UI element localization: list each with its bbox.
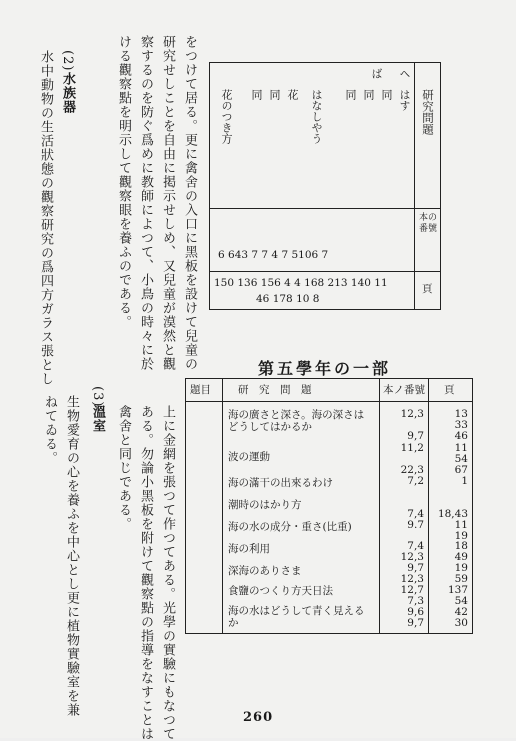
- body2-line-d: 生物愛育の心を養ふを中心とし更に植物實驗室を兼: [64, 395, 79, 717]
- topic-cell: 海の水はどうして青く見える か: [228, 605, 365, 629]
- topic-hana-tsukikata: 花のつき方: [220, 89, 233, 144]
- page-number: 260: [243, 710, 274, 725]
- body-line-c: 研究せしことを自由に掲示せしめ、又兒童が漠然と觀: [160, 35, 175, 371]
- page-cell: 13 33 46: [454, 408, 468, 442]
- body2-line-c: 禽舍と同じである。: [116, 405, 131, 531]
- topic-cell: 食鹽のつくり方天日法: [228, 585, 333, 597]
- top-reference-table: [209, 62, 441, 310]
- body2-line-e: ねてゐる。: [42, 395, 57, 465]
- header-topic: 研 究 問 題: [238, 384, 312, 396]
- topic-cell: 波の運動: [228, 451, 270, 463]
- topic-cell: 潮時のはかり方: [228, 499, 302, 511]
- header-ref: 本の番號: [418, 213, 437, 234]
- topic-cell: 海の廣さと深さ。海の深さは どうしてはかるか: [228, 409, 365, 433]
- topic-cell: 海の利用: [228, 543, 270, 555]
- ref-cell: 11,2: [400, 442, 424, 454]
- header-topic: 研究問題: [421, 89, 435, 135]
- pages-row-a: 150 136 156 4 4 168 213 140 11: [214, 277, 388, 289]
- item2-title: 水族器: [60, 72, 75, 114]
- ref-cell: 9,6 9,7: [407, 606, 424, 629]
- page-cell: 67 1: [454, 464, 468, 487]
- item3-title: 溫室: [90, 405, 105, 433]
- section-heading: 第五學年の一部: [258, 359, 392, 378]
- page-cell: 18 49: [454, 540, 468, 563]
- topic-hana-1: 花: [286, 89, 299, 100]
- refs-row: 6 643 7 7 4 7 5106 7: [218, 249, 329, 261]
- ref-cell: 7,4 12,3: [400, 540, 424, 563]
- item3-label: (3): [90, 386, 105, 408]
- ref-cell: 22,3 7,2: [400, 464, 424, 487]
- header-index: 題目: [190, 384, 211, 396]
- topic-dou-4: 同: [268, 89, 281, 100]
- body-line-b: をつけて居る。更に禽舍の入口に黑板を設けて兒童の: [182, 35, 197, 371]
- ref-cell: 7,4 9.7: [407, 508, 424, 531]
- header-ref: 本ノ番號: [383, 384, 425, 396]
- page-cell: 11 54: [454, 442, 468, 465]
- body-line-e: ける觀察點を明示して觀察眼を養ふのである。: [116, 35, 131, 329]
- ref-cell: 12,7 7,3: [400, 584, 424, 607]
- topic-ba: ば: [370, 68, 383, 79]
- topic-dou-2: 同: [362, 89, 375, 100]
- topic-dou-5: 同: [250, 89, 263, 100]
- topic-cell: 深海のありさま: [228, 565, 302, 577]
- topic-cell: 海の水の成分・重さ(比重): [228, 521, 352, 533]
- header-page: 頁: [422, 283, 433, 295]
- item2-label: (2): [60, 50, 75, 72]
- topic-dou-1: 同: [380, 89, 393, 100]
- ref-cell: 12,3 9,7: [400, 408, 424, 442]
- topic-dou-3: 同: [344, 89, 357, 100]
- body2-line-b: ある。勿論小黑板を附けて觀察點の指導をなすことは: [138, 405, 153, 741]
- page-cell: 18,43 11 19: [437, 508, 468, 542]
- topic-cell: 海の滿干の出來るわけ: [228, 477, 333, 489]
- page-cell: 42 30: [454, 606, 468, 629]
- header-page: 頁: [444, 384, 455, 396]
- topic-hanashiyau: はなしやう: [310, 89, 323, 144]
- body2-line-a: 上に金網を張つて作つてある。光學の實驗にもなつて: [160, 405, 175, 741]
- bottom-reference-table: [185, 378, 473, 634]
- ref-cell: 9,7 12,3: [400, 562, 424, 585]
- pages-row-b: 46 178 10 8: [256, 293, 320, 305]
- page-cell: 19 59: [454, 562, 468, 585]
- topic-he: ヘ: [398, 68, 411, 79]
- body-line-d: 察するのを防ぐ爲めに教師によつて、小鳥の時々に於: [138, 35, 153, 371]
- topic-hasu: はす: [398, 89, 411, 111]
- body-line-a: 水中動物の生活狀態の觀察研究の爲四方ガラス張とし: [38, 50, 53, 386]
- page-cell: 137 54: [447, 584, 468, 607]
